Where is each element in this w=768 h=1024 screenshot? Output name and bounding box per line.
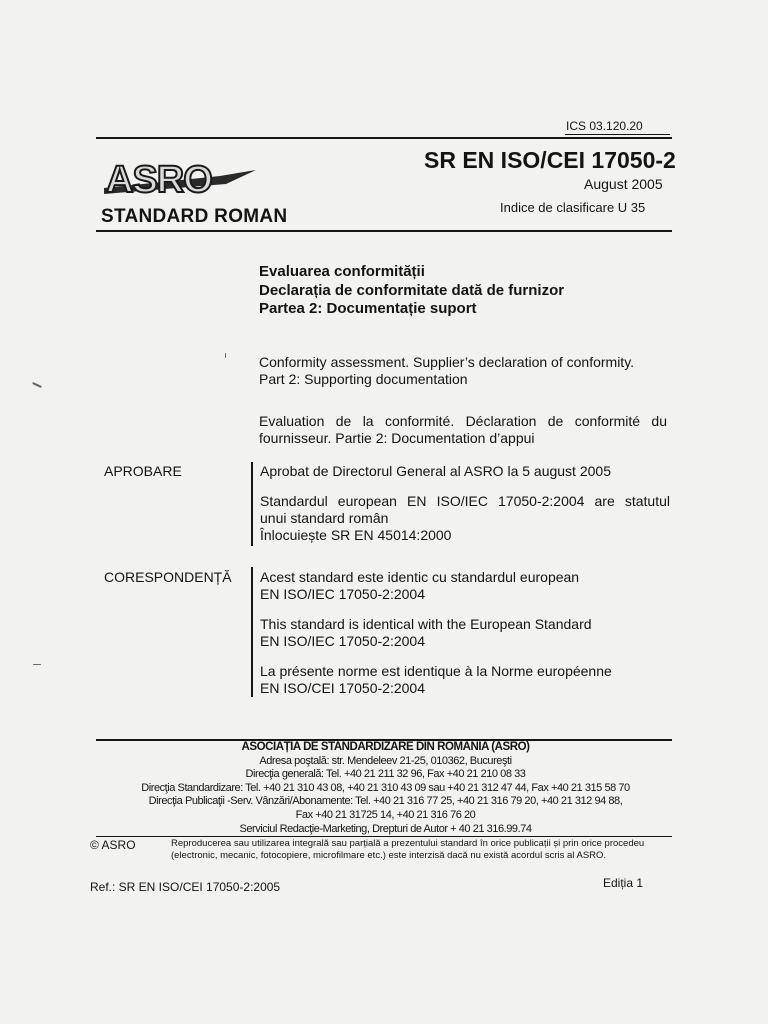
reference-number: Ref.: SR EN ISO/CEI 17050-2:2005 [90,880,281,894]
scan-speck [33,664,41,665]
french-title [259,413,667,447]
standard-type: STANDARD ROMAN [101,206,288,227]
romanian-title [259,263,564,319]
title-line-1: Evaluarea conformității [259,263,425,280]
approval-line: Aprobat de Directorul General al ASRO la 5 august 2005 [260,463,611,479]
association-name: ASOCIAȚIA DE STANDARDIZARE DIN ROMÂNIA (ASRO) [241,741,530,753]
aprobare-bar [251,462,253,546]
association-block [100,741,671,836]
corespondenta-text [260,569,670,697]
corespondenta-label: CORESPONDENȚĂ [104,569,232,585]
aprobare-label: APROBARE [104,463,182,479]
association-address: Adresa poştală: str. Mendeleev 21-25, 010362, Bucureşti [259,754,512,767]
copyright-notice: © ASRO [90,838,136,852]
edition: Ediția 1 [603,876,644,890]
title-line-3: Partea 2: Documentație suport [259,300,477,317]
en-identical-line-1: This standard is identical with the European Standard [260,616,592,632]
classification-index: Indice de clasificare U 35 [500,200,646,215]
status-line-2: unui standard român [260,510,389,526]
header-top-rule [96,137,672,139]
association-editorial: Serviciul Redacţie-Marketing, Drepturi de Autor + 40 21 316.99.74 [239,822,532,835]
fr-identical-line-1: La présente norme est identique à la Norme européenne [260,663,612,679]
association-bottom-rule [96,836,672,837]
english-title-line-2: Part 2: Supporting documentation [259,371,468,387]
fr-identical-line-2: EN ISO/CEI 17050-2:2004 [260,680,425,696]
ics-underline [565,134,670,135]
replaces-line: Înlocuiește SR EN 45014:2000 [260,527,452,543]
corespondenta-bar [251,567,253,697]
aprobare-text [260,463,670,544]
header-bottom-rule [96,230,672,232]
title-line-2: Declarația de conformitate dată de furnizor [259,281,565,299]
french-title-line-2: fournisseur. Partie 2: Documentation d’appui [259,430,535,446]
reproduction-notice [171,838,671,862]
ro-identical-line-1: Acest standard este identic cu standardul european [260,569,580,585]
asro-logo [100,152,260,208]
ro-identical-line-2: EN ISO/IEC 17050-2:2004 [260,586,425,602]
association-standardization: Direcţia Standardizare: Tel. +40 21 310 43 08, +40 21 310 43 09 sau +40 21 312 47 44, Fax +40 21 315 58 70 [141,781,630,794]
association-general: Direcţia generală: Tel. +40 21 211 32 96, Fax +40 21 210 08 33 [245,768,526,781]
english-title-line-1: Conformity assessment. Supplier’s declaration of conformity. [259,354,635,370]
standard-code: SR EN ISO/CEI 17050-2 [424,147,676,173]
publication-date: August 2005 [584,176,663,192]
en-identical-line-2: EN ISO/IEC 17050-2:2004 [260,633,425,649]
reproduction-line-1: Reproducerea sau utilizarea integrală sau parțială a prezentului standard în orice publicații și prin orice procedeu [171,838,645,849]
english-title [259,354,667,388]
asro-logo-text: ASRO [106,159,212,201]
association-publications-fax: Fax +40 21 31725 14, +40 21 316 76 20 [295,808,476,821]
scan-speck [32,382,42,388]
association-publications: Direcţia Publicaţii -Serv. Vânzări/Abonamente: Tel. +40 21 316 77 25, +40 21 316 79 20, +40 21 312 94 88, [148,795,623,808]
french-title-line-1: Evaluation de la conformité. Déclaration de conformité du [259,413,667,429]
status-line-1: Standardul european EN ISO/IEC 17050-2:2004 are statutul [260,493,670,509]
scan-speck [225,353,226,358]
reproduction-line-2: (electronic, mecanic, fotocopiere, microfilmare etc.) este interzisă dacă nu există acordul scris al ASRO. [171,850,607,861]
ics-code: ICS 03.120.20 [566,119,643,133]
